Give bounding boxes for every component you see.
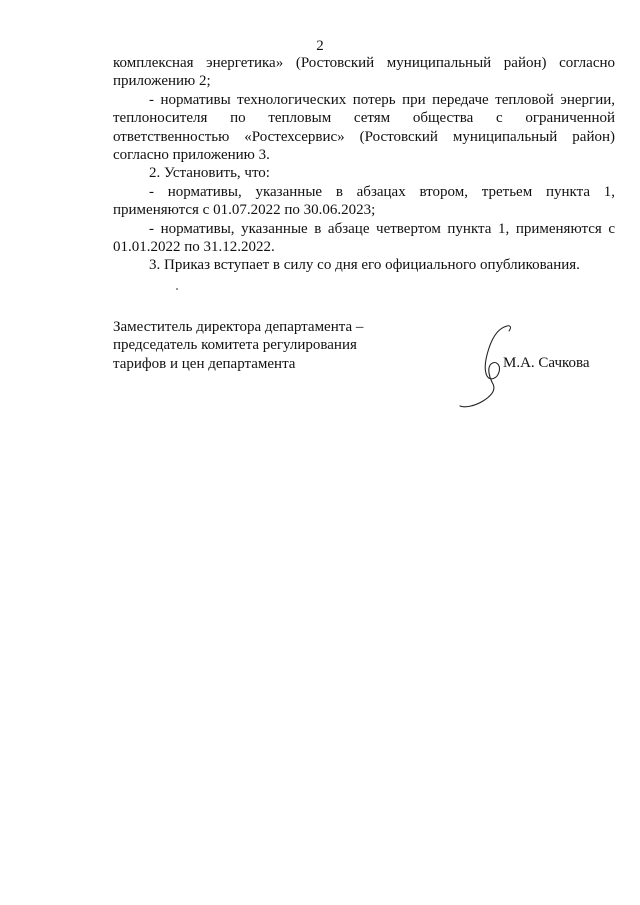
signer-position (113, 318, 443, 373)
paragraph-2: - нормативы технологических потерь при передаче тепловой энергии, теплоносителя по тепловым сетям общества с ограниченной ответственностью «Ростехсервис» (Ростовский муниципальный район) согласно приложению 3. (113, 91, 615, 164)
signer-position-line-1: Заместитель директора департамента – (113, 319, 364, 335)
signer-position-line-2: председатель комитета регулирования (113, 337, 357, 354)
signature-stroke-tail (507, 326, 510, 331)
paragraph-5: - нормативы, указанные в абзаце четвертом пункта 1, применяются с 01.01.2022 по 31.12.2022. (113, 220, 615, 256)
signature-stroke (460, 326, 507, 407)
stray-dot (176, 288, 178, 290)
paragraph-6: 3. Приказ вступает в силу со дня его официального опубликования. (149, 257, 580, 274)
page-number: 2 (316, 38, 324, 54)
signer-name: М.А. Сачкова (503, 355, 590, 371)
paragraph-4: - нормативы, указанные в абзацах втором, третьем пункта 1, применяются с 01.07.2022 по 30.06.2023; (113, 183, 615, 219)
paragraph-3: 2. Установить, что: (149, 165, 270, 182)
paragraph-1: комплексная энергетика» (Ростовский муниципальный район) согласно приложению 2; (113, 55, 615, 90)
document-body (113, 54, 615, 275)
signer-position-line-3: тарифов и цен департамента (113, 355, 296, 372)
